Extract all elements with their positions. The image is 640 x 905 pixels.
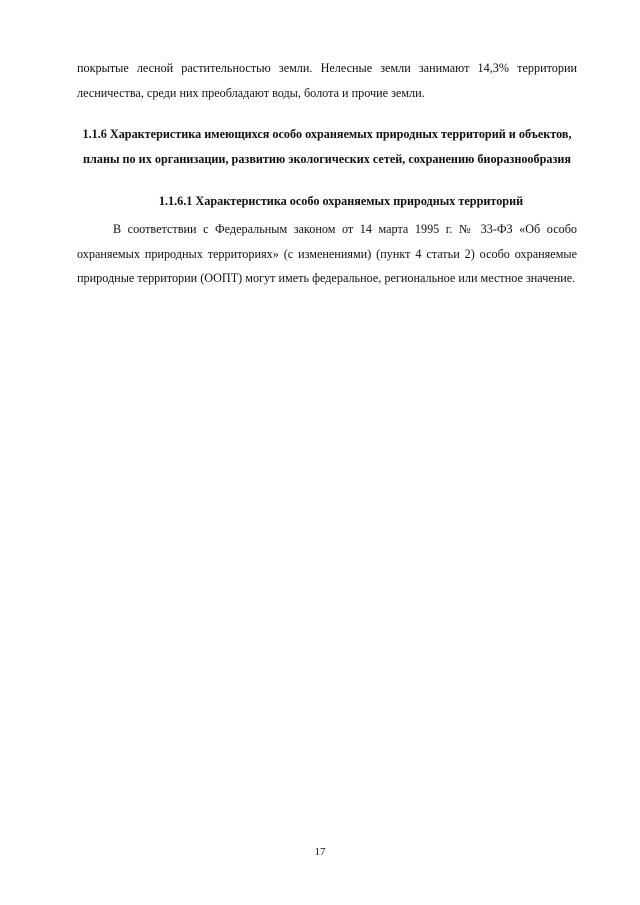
intro-paragraph: покрытые лесной растительностью земли. Нелесные земли занимают 14,3% территории лесничества, среди них преобладают воды, болота и прочие земли. xyxy=(77,61,577,100)
page-number: 17 xyxy=(314,846,326,858)
body-paragraph: В соответствии с Федеральным законом от 14 марта 1995 г. № 33-ФЗ «Об особо охраняемых природных территориях» (с изменениями) (пункт 4 статьи 2) особо охраняемые природные территории (ООПТ) могут иметь федеральное, региональное или местное значение. xyxy=(77,222,577,285)
subsection-heading: 1.1.6.1 Характеристика особо охраняемых природных территорий xyxy=(158,194,524,208)
section-heading: 1.1.6 Характеристика имеющихся особо охраняемых природных территорий и объектов, планы по их организации, развитию экологических сетей, сохранению биоразнообразия xyxy=(82,127,572,166)
